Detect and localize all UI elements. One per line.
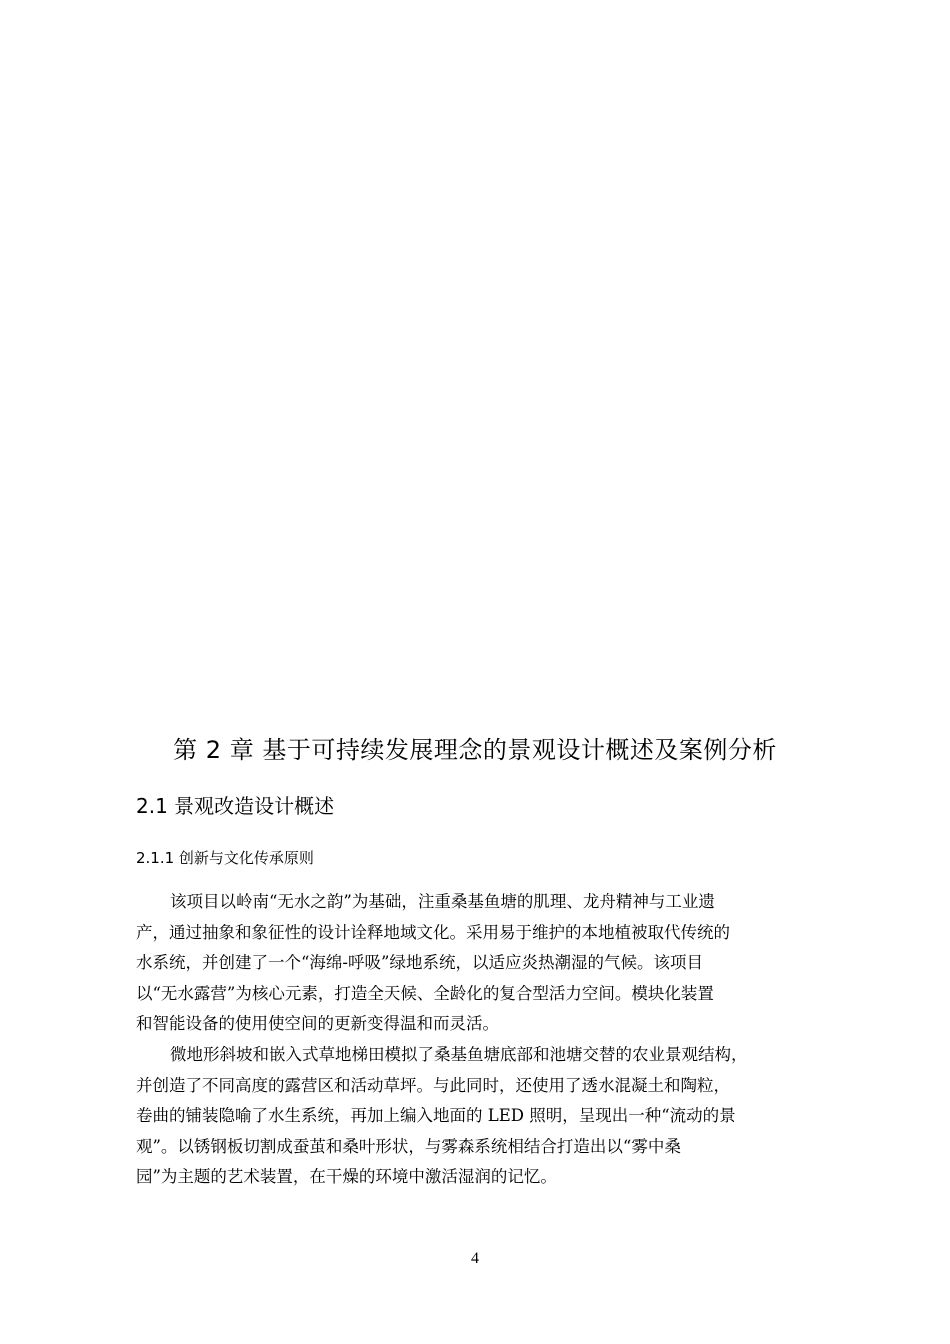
paragraph-1-line-4: 以“无水露营”为核心元素，打造全天候、全龄化的复合型活力空间。模块化装置 xyxy=(136,983,714,1003)
paragraph-2-line-4: 观”。以锈钢板切割成蚕茧和桑叶形状，与雾森系统相结合打造出以“雾中桑 xyxy=(136,1136,681,1156)
paragraph-2-line-3: 卷曲的铺装隐喻了水生系统，再加上编入地面的 LED 照明，呈现出一种“流动的景 xyxy=(136,1106,736,1125)
subsection-title: 2.1.1 创新与文化传承原则 xyxy=(136,849,314,867)
paragraph-1-line-5: 和智能设备的使用使空间的更新变得温和而灵活。 xyxy=(136,1014,499,1033)
paragraph-2-line-5: 园”为主题的艺术装置，在干燥的环境中激活湿润的记忆。 xyxy=(136,1167,557,1186)
paragraph-2-line-1: 微地形斜坡和嵌入式草地梯田模拟了桑基鱼塘底部和池塘交替的农业景观结构， xyxy=(170,1045,748,1064)
page-number: 4 xyxy=(471,1250,479,1267)
paragraph-1-line-3: 水系统，并创建了一个“海绵-呼吸”绿地系统，以适应炎热潮湿的气候。该项目 xyxy=(136,953,703,972)
paragraph-1-line-2: 产，通过抽象和象征性的设计诠释地域文化。采用易于维护的本地植被取代传统的 xyxy=(136,922,730,942)
paragraph-1 xyxy=(136,887,836,1040)
paragraph-2-line-2: 并创造了不同高度的露营区和活动草坪。与此同时，还使用了透水混凝土和陶粒， xyxy=(136,1075,730,1095)
paragraph-1-line-1: 该项目以岭南“无水之韵”为基础，注重桑基鱼塘的肌理、龙舟精神与工业遗 xyxy=(170,892,715,911)
paragraph-2 xyxy=(136,1040,836,1193)
section-title: 2.1 景观改造设计概述 xyxy=(136,794,335,818)
chapter-title: 第 2 章 基于可持续发展理念的景观设计概述及案例分析 xyxy=(173,736,777,764)
